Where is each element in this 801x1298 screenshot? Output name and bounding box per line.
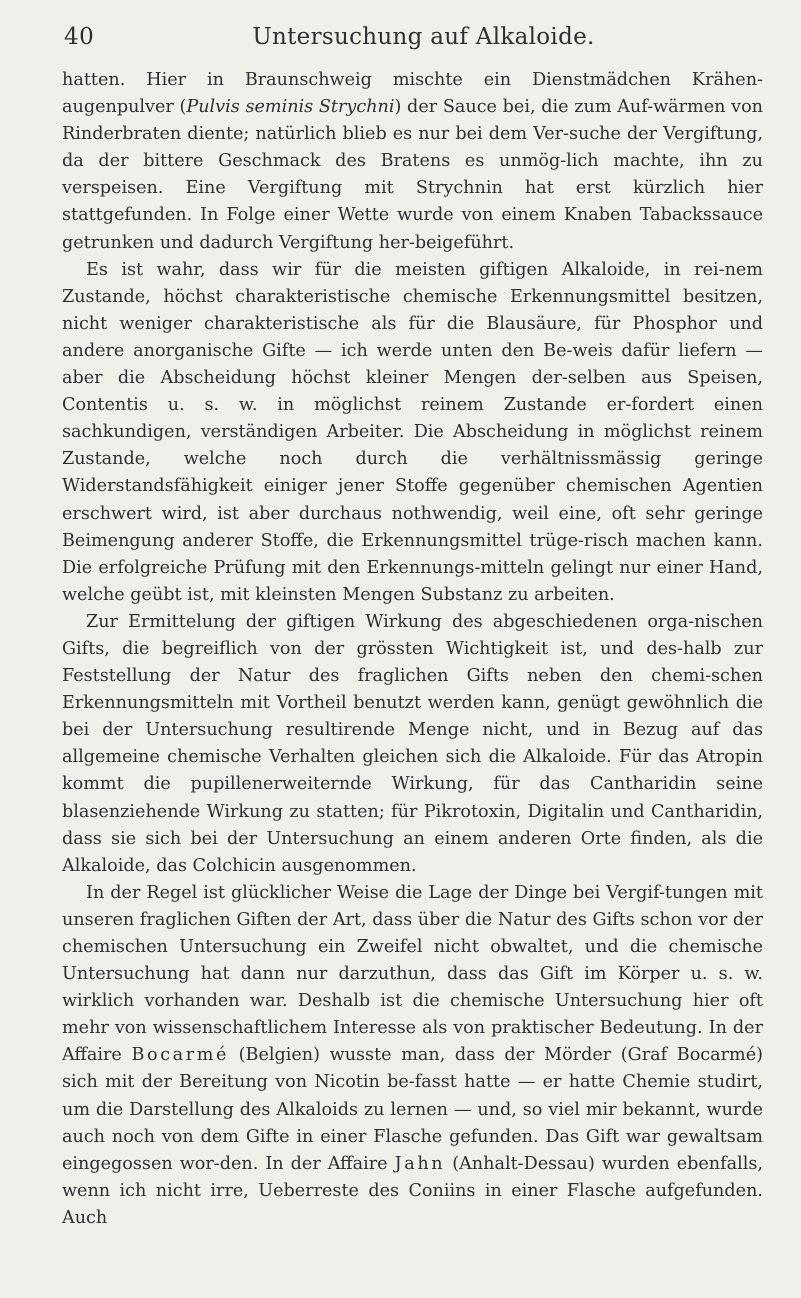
body-text (62, 67, 763, 1232)
text-span: (Belgien) wusste man, dass der Mörder (Graf Bocarmé) sich mit der Bereitung von Nicotin be-fasst hatte — er hatte Chemie studirt, um die Darstellung des Alkaloids zu lernen — und, so viel mir bekannt, wurde auch noch von dem Gifte in einer Flasche gefunden. Das Gift war gewaltsam eingegossen wor-den. In der Affaire (62, 1045, 763, 1174)
page-number: 40 (64, 24, 95, 50)
spaced-name-bocarme: Bocarmé (131, 1045, 230, 1066)
spaced-name-jahn: Jahn (394, 1153, 446, 1174)
paragraph-2: Es ist wahr, dass wir für die meisten giftigen Alkaloide, in rei-nem Zustande, höchst charakteristische chemische Erkennungsmittel besitzen, nicht weniger charakteristische als für die Blausäure, für Phosphor und andere anorganische Gifte — ich werde unten den Be-weis dafür liefern — aber die Abscheidung höchst kleiner Mengen der-selben aus Speisen, Contentis u. s. w. in möglichst reinem Zustande er-fordert einen sachkundigen, verständigen Arbeiter. Die Abscheidung in möglichst reinem Zustande, welche noch durch die verhältnissmässig geringe Widerstandsfähigkeit einiger jener Stoffe gegenüber chemischen Agentien erschwert wird, ist aber durchaus nothwendig, weil eine, oft sehr geringe Beimengung anderer Stoffe, die Erkennungsmittel trüge-risch machen kann. Die erfolgreiche Prüfung mit den Erkennungs-mitteln gelingt nur einer Hand, welche geübt ist, mit kleinsten Mengen Substanz zu arbeiten. (62, 259, 763, 605)
text-span: ) der Sauce bei, die zum Auf-wärmen von Rinderbraten diente; natürlich blieb es nur bei dem Ver-suche der Vergiftung, da der bittere Geschmack des Bratens es unmög-lich machte, ihn zu verspeisen. Eine Vergiftung mit Strychnin hat erst kürzlich hier stattgefunden. In Folge einer Wette wurde von einem Knaben Tabackssauce getrunken und dadurch Vergiftung her-beigeführt. (62, 97, 764, 253)
running-title: Untersuchung auf Alkaloide. (252, 24, 595, 50)
paragraph-3: Zur Ermittelung der giftigen Wirkung des abgeschiedenen orga-nischen Gifts, die begreiflich von der grössten Wichtigkeit ist, und des-halb zur Feststellung der Natur des fraglichen Gifts neben den chemi-schen Erkennungsmitteln mit Vortheil benutzt werden kann, genügt gewöhnlich die bei der Untersuchung resultirende Menge nicht, und in Bezug auf das allgemeine chemische Verhalten gleichen sich die Alkaloide. Für das Atropin kommt die pupillenerweiternde Wirkung, für das Cantharidin seine blasenziehende Wirkung zu statten; für Pikrotoxin, Digitalin und Cantharidin, dass sie sich bei der Untersuchung an einem anderen Orte finden, als die Alkaloide, das Colchicin ausgenommen. (62, 611, 763, 876)
text-span: (Anhalt-Dessau) wurden ebenfalls, wenn ich nicht irre, Ueberreste des Coniins in einer Flasche aufgefunden. Auch (62, 1153, 763, 1228)
text-span: In der Regel ist glücklicher Weise die Lage der Dinge bei Vergif-tungen mit unseren fraglichen Giften der Art, dass über die Natur des Gifts schon vor der chemischen Untersuchung ein Zweifel nicht obwaltet, und die chemische Untersuchung hat dann nur darzuthun, dass das Gift im Körper u. s. w. wirklich vorhanden war. Deshalb ist die chemische Untersuchung hier oft mehr von wissenschaftlichem Interesse als von praktischer Bedeutung. In der Affaire (62, 882, 763, 1066)
text-span: hatten. Hier in Braunschweig mischte ein Dienstmädchen Krähen-augenpulver ( (62, 70, 763, 118)
paragraph-4 (62, 880, 763, 1232)
page-header (62, 24, 763, 58)
italic-latin-term: Pulvis seminis Strychni (186, 97, 395, 118)
paragraph-1 (62, 67, 763, 257)
